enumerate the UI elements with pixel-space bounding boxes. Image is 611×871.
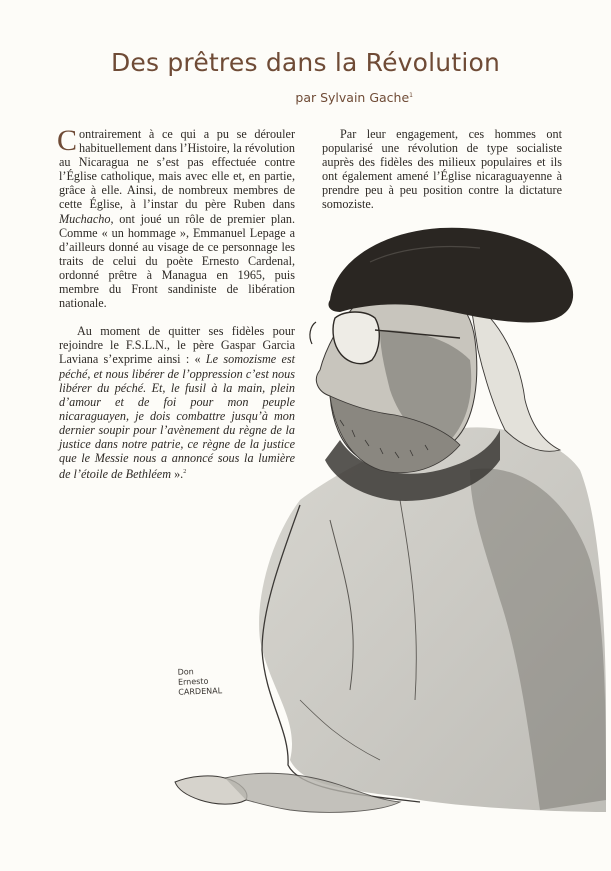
laviana-quote: Le somozisme est péché, et nous libérer de l’oppression c’est nous libérer du péché. Et, le fusil à la main, plein d’amour et de foi pour mon peuple nicaraguayen, je dois combattre jusqu’à mon dernier soupir pour l’avènement du règne de la justice dans notre patrie, ce règne de la justice que le Messie nous a annoncé sous la lumière de l’étoile de Bethléem <box>59 352 295 482</box>
signature-line-1: Don <box>177 667 194 677</box>
signature-line-3: CARDENAL <box>178 686 223 697</box>
left-paragraph-1-end: , ont joué un rôle de premier plan. Comme « un hommage », Emmanuel Lepage a d’ailleurs donné au visage de ce personnage les traits de celui du poète Ernesto Cardenal, ordonné prêtre à Managua en 1965, puis membre du Front sandiniste de libération nationale. <box>59 211 295 311</box>
glasses-lens-2 <box>310 322 316 344</box>
byline-text: par Sylvain Gache <box>295 90 410 105</box>
muchacho-title: Muchacho <box>59 211 111 226</box>
page-title: Des prêtres dans la Révolution <box>110 48 501 77</box>
left-paragraph-2-end: ». <box>171 467 184 482</box>
right-paragraph-1: Par leur engagement, ces hommes ont popularisé une révolution de type socialiste auprès des fidèles des milieux populaires et ils ont également amené l’Église nicaraguayenne à prendre peu à peu position contre la dictature somoziste. <box>322 127 562 212</box>
artist-signature <box>177 666 222 698</box>
footnote-marker: 2 <box>183 469 187 476</box>
dropcap: C <box>57 124 78 157</box>
left-paragraph-2-intro: Au moment de quitter ses fidèles pour rejoindre le F.S.L.N., le père Gaspar Garcia Laviana s’exprime ainsi : « <box>59 324 295 367</box>
byline-footnote-marker: 1 <box>409 91 413 99</box>
signature-line-2: Ernesto <box>177 676 209 687</box>
left-paragraph-1-text: ontrairement à ce qui a pu se dérouler habituellement dans l’Histoire, la révolution au Nicaragua ne s’est pas effectuée contre l’Église catholique, mais avec elle et, en partie, grâce à elle. Ainsi, de nombreux membres de cette Église, à l’instar du père Ruben dans <box>59 127 295 212</box>
